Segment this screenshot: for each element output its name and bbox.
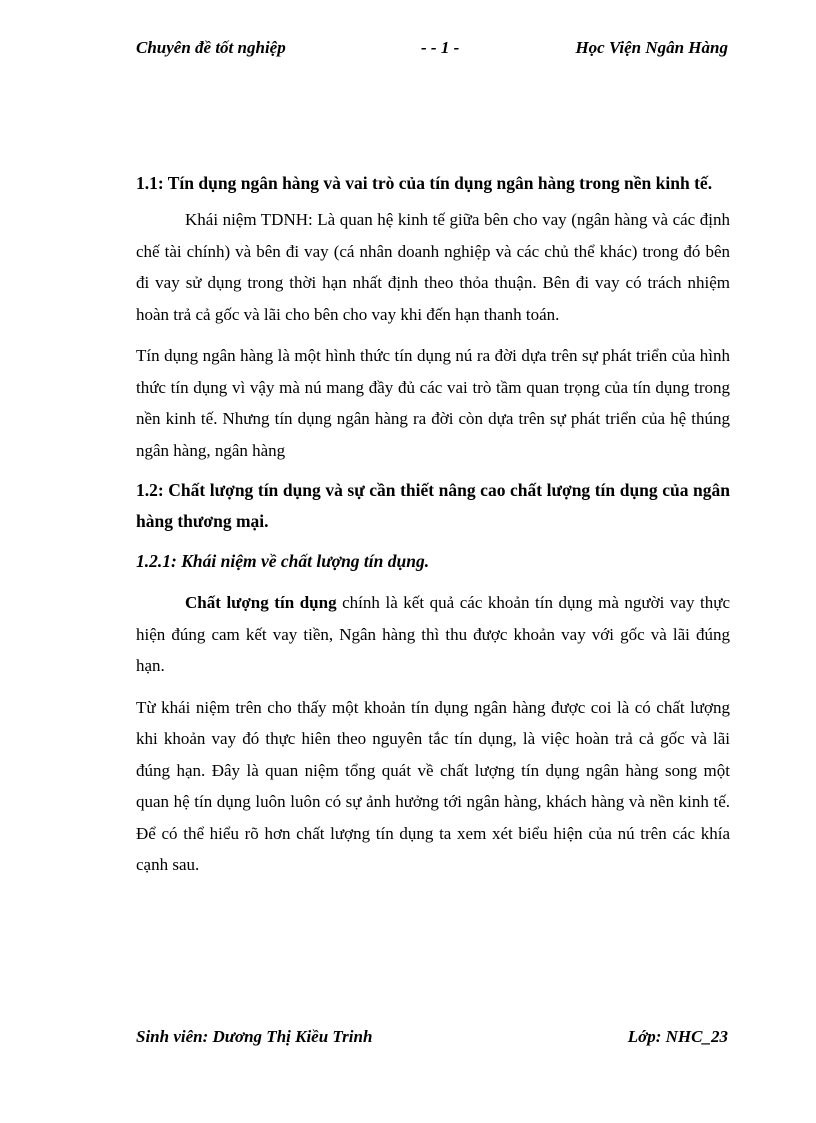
header-institution: Học Viện Ngân Hàng bbox=[575, 38, 728, 57]
section-1-1-paragraph-1: Khái niệm TDNH: Là quan hệ kinh tế giữa bên cho vay (ngân hàng và các định chế tài chính) và bên đi vay (cá nhân doanh nghiệp và các chủ thể khác) trong đó bên đi vay sử dụng trong thời hạn nhất định theo thỏa thuận. Bên đi vay có trách nhiệm hoàn trả cả gốc và lãi cho bên cho vay khi đến hạn thanh toán. bbox=[136, 210, 730, 324]
section-1-1-heading: 1.1: Tín dụng ngân hàng và vai trò của tín dụng ngân hàng trong nền kinh tế. bbox=[136, 173, 713, 193]
definition-text: chính là kết quả các khoản tín dụng mà người vay thực hiện đúng cam kết vay tiền, Ngân hàng thì thu được khoản vay với gốc và lãi đúng hạn. bbox=[136, 593, 731, 675]
term-chat-luong-tin-dung: Chất lượng tín dụng bbox=[185, 593, 337, 612]
page-header bbox=[136, 38, 728, 62]
footer-class: Lớp: NHC_23 bbox=[627, 1027, 728, 1046]
section-1-2-1-subheading: 1.2.1: Khái niệm về chất lượng tín dụng. bbox=[136, 551, 430, 571]
page-footer bbox=[136, 1027, 728, 1051]
page-body bbox=[136, 172, 730, 881]
section-1-2-1-paragraph-1 bbox=[136, 587, 730, 682]
header-document-type: Chuyên đề tốt nghiệp bbox=[136, 38, 286, 57]
header-page-number: - - 1 - bbox=[421, 38, 460, 57]
section-1-2-1-paragraph-2: Từ khái niệm trên cho thấy một khoản tín dụng ngân hàng được coi là có chất lượng khi khoản vay đó thực hiên theo nguyên tắc tín dụng, là việc hoàn trả cả gốc và lãi đúng hạn. Đây là quan niệm tổng quát về chất lượng tín dụng ngân hàng song một quan hệ tín dụng luôn luôn có sự ảnh hưởng tới ngân hàng, khách hàng và nền kinh tế. Để có thể hiểu rõ hơn chất lượng tín dụng ta xem xét biểu hiện của nú trên các khía cạnh sau. bbox=[136, 697, 730, 874]
section-1-2-heading: 1.2: Chất lượng tín dụng và sự cần thiết nâng cao chất lượng tín dụng của ngân hàng thương mại. bbox=[136, 480, 730, 531]
section-1-1-paragraph-2: Tín dụng ngân hàng là một hình thức tín dụng nú ra đời dựa trên sự phát triển của hình thức tín dụng vì vậy mà nú mang đầy đủ các vai trò tầm quan trọng của tín dụng trong nền kinh tế. Nhưng tín dụng ngân hàng ra đời còn dựa trên sự phát triển của hệ thúng ngân hàng, ngân hàng bbox=[136, 346, 730, 460]
footer-student-name: Sinh viên: Dương Thị Kiều Trinh bbox=[136, 1027, 373, 1046]
